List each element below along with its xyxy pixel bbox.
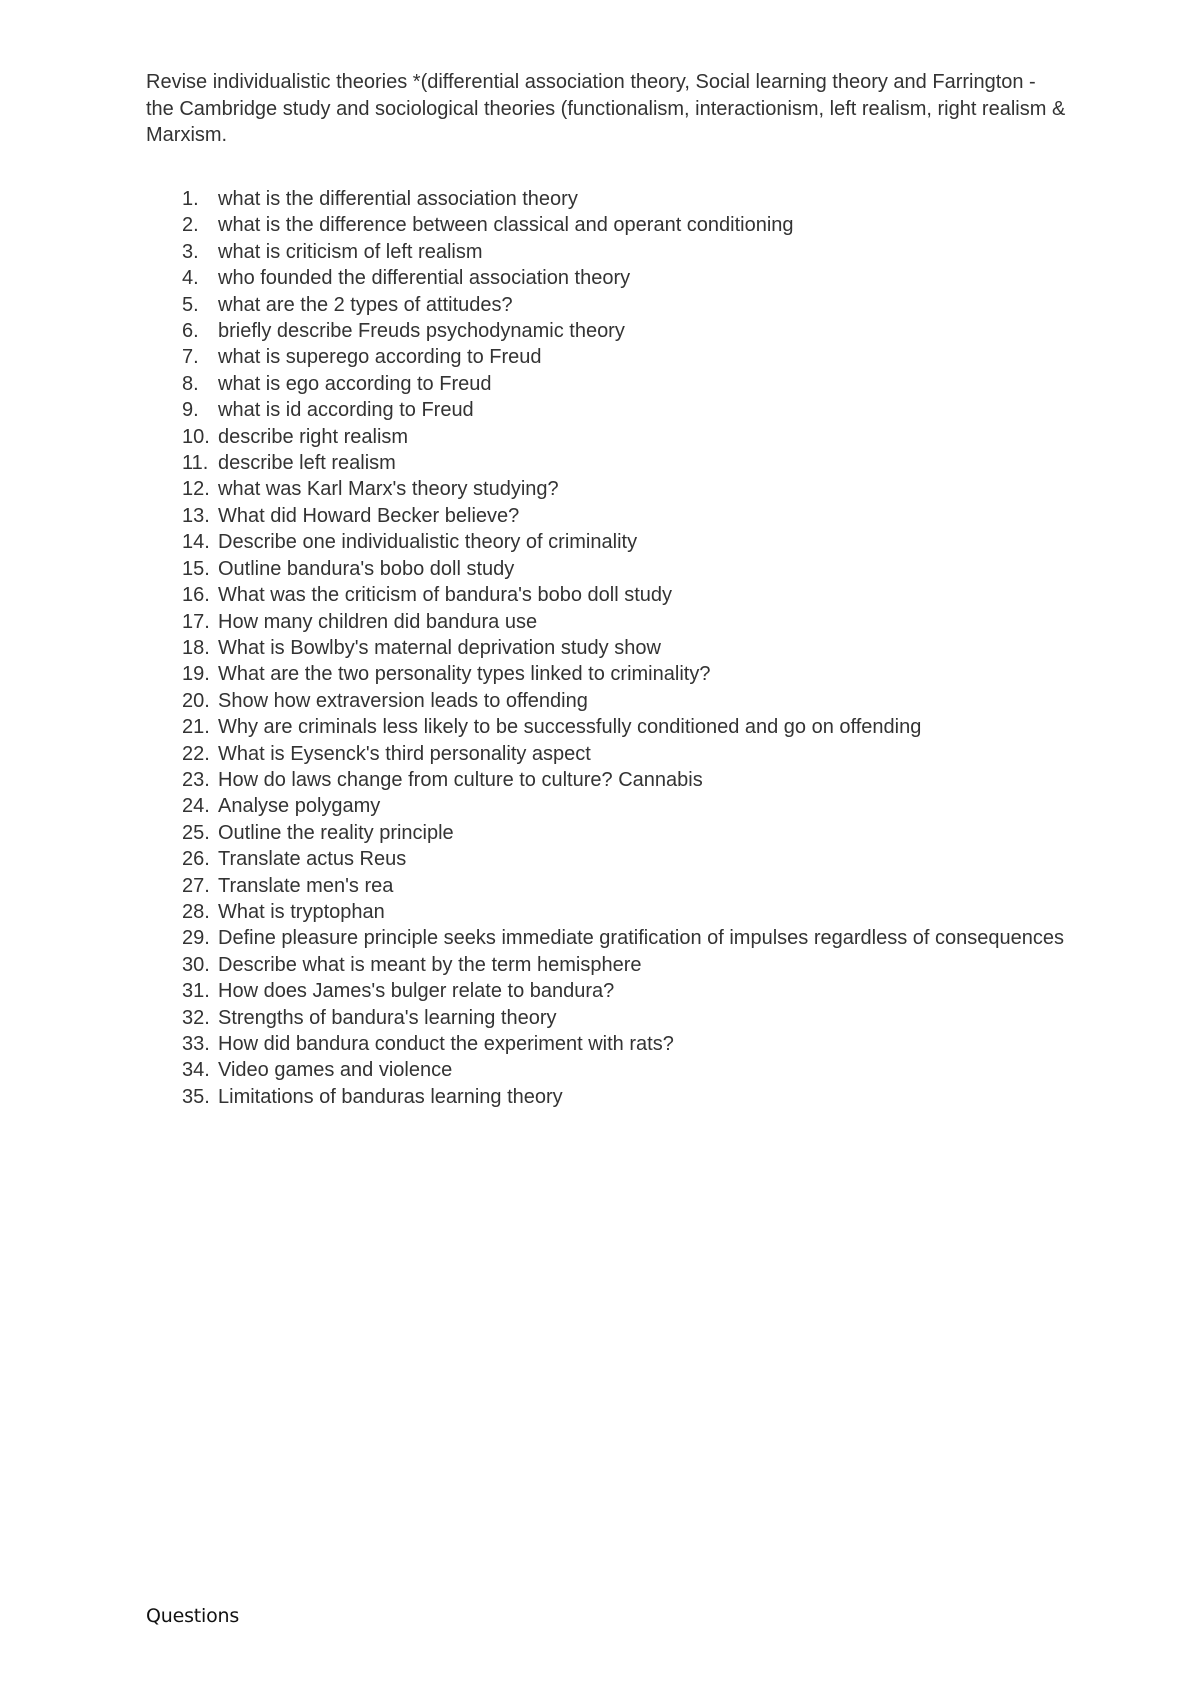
question-number: 23. [182,768,210,791]
question-number-cell [146,344,218,370]
question-text: What is tryptophan [218,900,385,923]
question-number-cell [146,846,218,872]
question-text: describe left realism [218,452,396,475]
question-number: 29. [182,927,210,950]
question-text: Define pleasure principle seeks immediate gratification of impulses regardless of consequences [218,927,1064,950]
question-number-cell [146,371,218,397]
question-number-cell [146,503,218,529]
question-text: What was the criticism of bandura's bobo doll study [218,584,673,607]
question-item [146,925,1066,951]
question-text: Describe what is meant by the term hemisphere [218,953,642,976]
question-item [146,741,1066,767]
question-text: what is id according to Freud [218,399,474,422]
question-item [146,846,1066,872]
questions-list [146,186,1066,1110]
question-number-cell [146,265,218,291]
question-number-cell [146,767,218,793]
question-number: 8. [182,372,199,395]
question-number: 1. [182,188,199,210]
question-text: what are the 2 types of attitudes? [218,293,513,316]
question-number: 9. [182,399,199,422]
question-item [146,186,1066,212]
question-item [146,556,1066,582]
question-text: What did Howard Becker believe? [218,504,520,527]
question-number-cell [146,186,218,212]
question-text: How do laws change from culture to culture? Cannabis [218,768,703,791]
question-number-cell [146,793,218,819]
question-number: 7. [182,346,199,369]
question-item [146,371,1066,397]
question-text: Strengths of bandura's learning theory [218,1006,557,1029]
question-number-cell [146,239,218,265]
question-number: 21. [182,716,210,739]
question-number: 6. [182,320,199,343]
question-text: Analyse polygamy [218,795,381,818]
question-text: Outline the reality principle [218,821,454,844]
question-number: 14. [182,531,210,554]
question-item [146,292,1066,318]
question-number: 24. [182,795,210,818]
question-number-cell [146,1057,218,1083]
question-number-cell [146,424,218,450]
question-number-cell [146,952,218,978]
question-text: Outline bandura's bobo doll study [218,557,515,580]
question-text: what is criticism of left realism [218,240,483,263]
question-number-cell [146,476,218,502]
question-number: 19. [182,663,210,686]
question-number: 28. [182,900,210,923]
question-number: 11. [182,452,209,475]
question-number-cell [146,1005,218,1031]
question-text: Why are criminals less likely to be successfully conditioned and go on offending [218,716,922,739]
question-item [146,1005,1066,1031]
question-text: What is Bowlby's maternal deprivation study show [218,636,661,659]
question-item [146,450,1066,476]
question-text: what was Karl Marx's theory studying? [218,478,559,501]
question-item [146,1031,1066,1057]
question-number-cell [146,741,218,767]
question-item [146,820,1066,846]
question-number: 31. [182,980,210,1003]
question-number: 15. [182,557,210,580]
question-item [146,793,1066,819]
question-item [146,873,1066,899]
question-text: Video games and violence [218,1059,453,1082]
question-number-cell [146,1084,218,1110]
question-number: 3. [182,240,199,263]
question-item [146,397,1066,423]
question-text: what is the differential association theory [218,188,578,210]
question-number: 30. [182,953,210,976]
question-text: what is superego according to Freud [218,346,542,369]
question-number: 17. [182,610,210,633]
question-item [146,688,1066,714]
question-number: 35. [182,1085,210,1108]
footer-label: Questions [146,1605,240,1627]
question-number-cell [146,582,218,608]
question-number-cell [146,899,218,925]
question-number-cell [146,978,218,1004]
question-number: 2. [182,214,199,237]
question-number-cell [146,873,218,899]
question-number-cell [146,450,218,476]
question-number: 26. [182,848,210,871]
question-text: Translate actus Reus [218,848,407,871]
question-number-cell [146,688,218,714]
question-item [146,529,1066,555]
question-item [146,767,1066,793]
question-number-cell [146,292,218,318]
question-number-cell [146,529,218,555]
question-number-cell [146,925,218,951]
question-number: 32. [182,1006,210,1029]
question-number: 4. [182,267,199,290]
question-number-cell [146,212,218,238]
question-text: What are the two personality types linked to criminality? [218,663,711,686]
question-number: 16. [182,584,210,607]
question-item [146,318,1066,344]
question-item [146,609,1066,635]
intro-paragraph: Revise individualistic theories *(differential association theory, Social learning theory and Farrington - the Cambridge study and sociological theories (functionalism, interactionism, left realism, right realism & Marxism. [146,71,1066,146]
question-text: what is ego according to Freud [218,372,492,395]
question-item [146,1057,1066,1083]
question-number-cell [146,820,218,846]
question-number: 10. [182,425,210,448]
question-item [146,212,1066,238]
question-text: How many children did bandura use [218,610,538,633]
question-number: 5. [182,293,199,316]
question-item [146,424,1066,450]
question-number: 13. [182,504,210,527]
question-item [146,344,1066,370]
question-text: Translate men's rea [218,874,394,897]
question-item [146,265,1066,291]
question-text: what is the difference between classical and operant conditioning [218,214,794,237]
question-text: Limitations of banduras learning theory [218,1085,563,1108]
question-text: describe right realism [218,425,409,448]
question-text: Describe one individualistic theory of criminality [218,531,638,554]
question-number-cell [146,609,218,635]
question-text: Show how extraversion leads to offending [218,689,588,712]
question-number: 20. [182,689,210,712]
question-item [146,899,1066,925]
question-item [146,661,1066,687]
question-item [146,476,1066,502]
question-text: who founded the differential association theory [218,267,631,290]
question-text: How does James's bulger relate to bandura? [218,980,615,1003]
question-number: 18. [182,636,210,659]
question-number: 34. [182,1059,210,1082]
question-item [146,1084,1066,1110]
question-item [146,503,1066,529]
question-item [146,978,1066,1004]
question-text: briefly describe Freuds psychodynamic theory [218,320,625,343]
question-number-cell [146,635,218,661]
question-item [146,635,1066,661]
question-number: 25. [182,821,210,844]
question-item [146,952,1066,978]
question-item [146,582,1066,608]
question-number: 33. [182,1033,210,1055]
question-number-cell [146,556,218,582]
question-number: 12. [182,478,210,501]
question-number-cell [146,318,218,344]
question-number: 27. [182,874,210,897]
question-number-cell [146,397,218,423]
question-item [146,239,1066,265]
question-number-cell [146,714,218,740]
question-number-cell [146,1031,218,1057]
question-text: What is Eysenck's third personality aspect [218,742,591,765]
question-item [146,714,1066,740]
question-text: How did bandura conduct the experiment with rats? [218,1033,674,1055]
question-number: 22. [182,742,210,765]
question-number-cell [146,661,218,687]
